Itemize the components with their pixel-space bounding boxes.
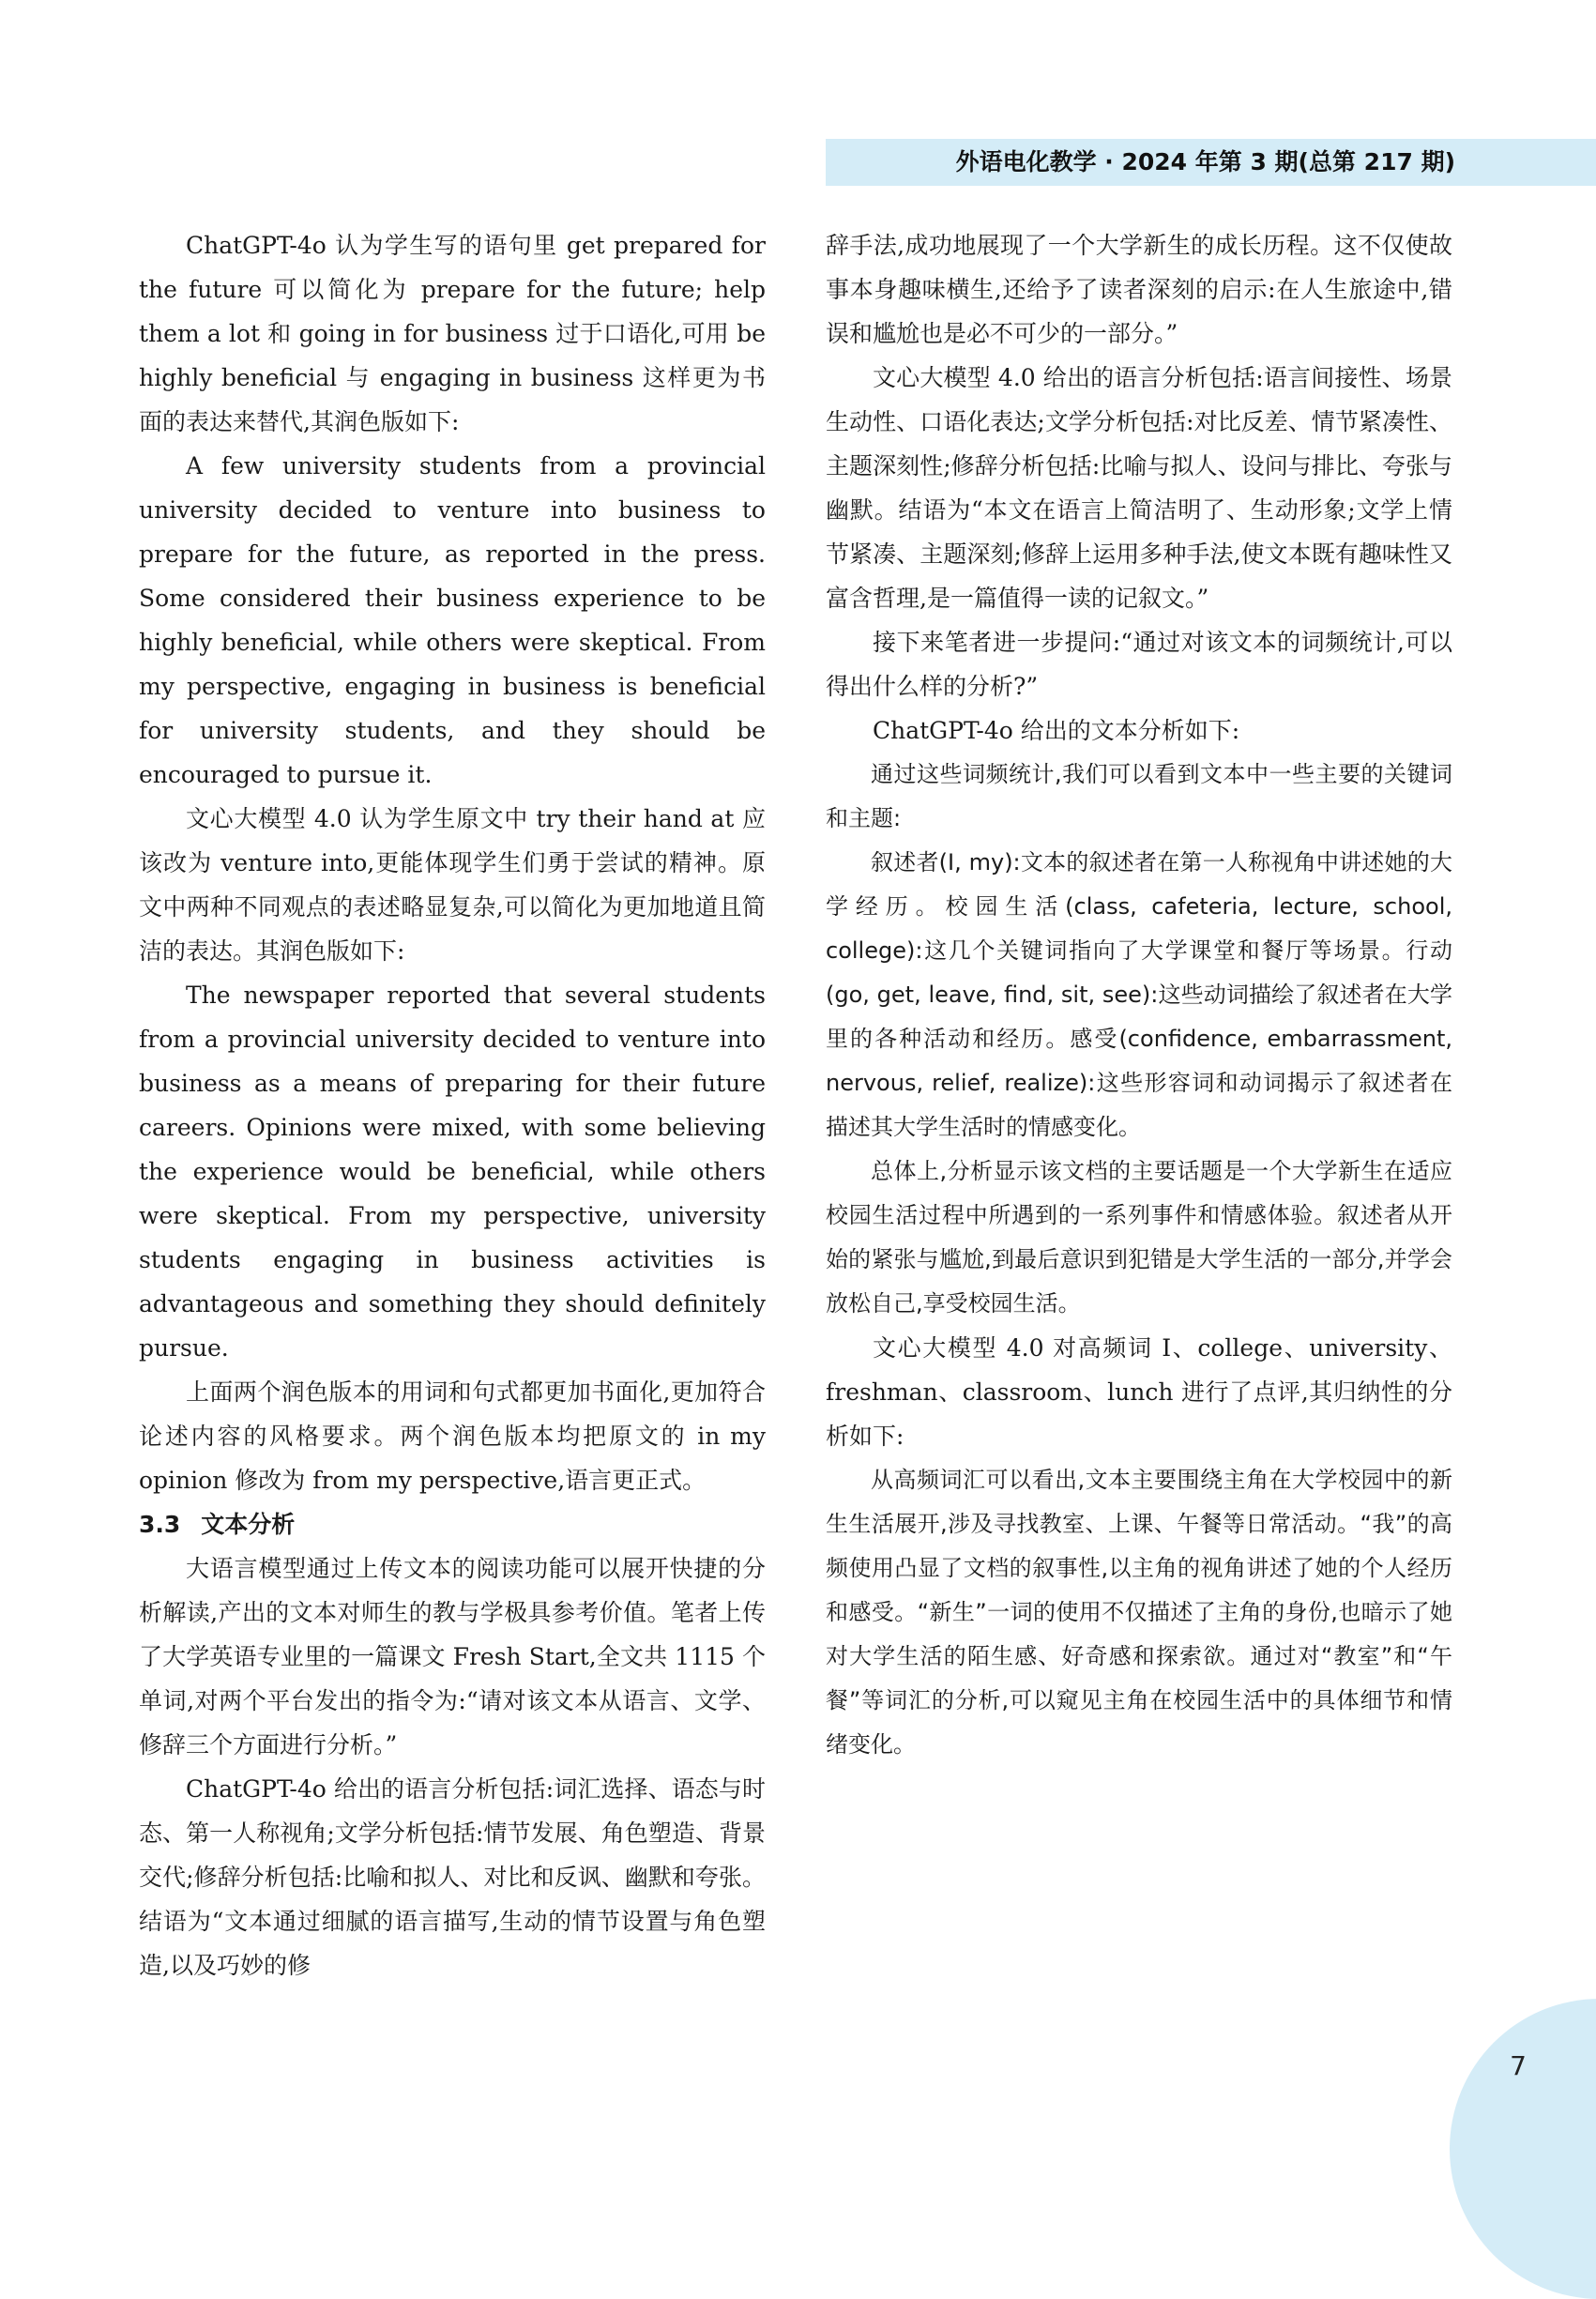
quoted-paragraph: 叙述者(I, my):文本的叙述者在第一人称视角中讲述她的大学经历。校园生活(class, cafeteria, lecture, school, college):这几个关键词指向了大学课堂和餐厅等场景。行动(go, get, leave, find, sit, see):这些动词描绘了叙述者在大学里的各种活动和经历。感受(confidence, embarrassment, nervous, relief, realize):这些形容词和动词揭示了叙述者在描述其大学生活时的情感变化。	[826, 849, 1452, 1140]
paragraph: 文心大模型 4.0 对高频词 I、college、university、freshman、classroom、lunch 进行了点评,其归纳性的分析如下:	[826, 1334, 1452, 1450]
section-heading	[139, 1502, 766, 1546]
paragraph: ChatGPT-4o 给出的语言分析包括:词汇选择、语态与时态、第一人称视角;文学分析包括:情节发展、角色塑造、背景交代;修辞分析包括:比喻和拟人、对比和反讽、幽默和夸张。结语为“文本通过细腻的语言描写,生动的情节设置与角色塑造,以及巧妙的修	[139, 1775, 766, 1979]
page-corner-decoration	[1450, 1999, 1596, 2299]
quoted-paragraph: 总体上,分析显示该文档的主要话题是一个大学新生在适应校园生活过程中所遇到的一系列事件和情感体验。叙述者从开始的紧张与尴尬,到最后意识到犯错是大学生活的一部分,并学会放松自己,享受校园生活。	[826, 1158, 1452, 1317]
page-number: 7	[1510, 2050, 1527, 2081]
journal-header: 外语电化教学 · 2024 年第 3 期(总第 217 期)	[955, 148, 1455, 175]
quoted-paragraph: 从高频词汇可以看出,文本主要围绕主角在大学校园中的新生生活展开,涉及寻找教室、上课、午餐等日常活动。“我”的高频使用凸显了文档的叙事性,以主角的视角讲述了她的个人经历和感受。“新生”一词的使用不仅描述了主角的身份,也暗示了她对大学生活的陌生感、好奇感和探索欲。通过对“教室”和“午餐”等词汇的分析,可以窥见主角在校园生活中的具体细节和情绪变化。	[826, 1467, 1452, 1758]
paragraph: ChatGPT-4o 认为学生写的语句里 get prepared for the future 可以简化为 prepare for the future; help them a lot 和 going in for business 过于口语化,可用 be highly beneficial 与 engaging in business 这样更为书面的表达来替代,其润色版如下:	[139, 232, 766, 435]
right-column	[826, 223, 1452, 1767]
paragraph: A few university students from a provincial university decided to venture into business to prepare for the future, as reported in the press. Some considered their business experience to be highly beneficial, while others were skeptical. From my perspective, engaging in business is beneficial for university students, and they should be encouraged to pursue it.	[139, 452, 766, 788]
left-column	[139, 223, 766, 1987]
quoted-paragraph: 通过这些词频统计,我们可以看到文本中一些主要的关键词和主题:	[826, 761, 1452, 831]
paragraph: The newspaper reported that several students from a provincial university decided to venture into business as a means of preparing for their future careers. Opinions were mixed, with some believing the experience would be beneficial, while others were skeptical. From my perspective, university students engaging in business activities is advantageous and something they should definitely pursue.	[139, 982, 766, 1362]
section-number: 3.3	[139, 1511, 181, 1538]
paragraph: ChatGPT-4o 给出的文本分析如下:	[873, 717, 1240, 744]
section-title: 文本分析	[201, 1511, 296, 1538]
paragraph: 文心大模型 4.0 认为学生原文中 try their hand at 应该改为 venture into,更能体现学生们勇于尝试的精神。原文中两种不同观点的表述略显复杂,可以简化为更加地道且简洁的表达。其润色版如下:	[139, 805, 766, 965]
paragraph: 大语言模型通过上传文本的阅读功能可以展开快捷的分析解读,产出的文本对师生的教与学极具参考价值。笔者上传了大学英语专业里的一篇课文 Fresh Start,全文共 1115 个单词,对两个平台发出的指令为:“请对该文本从语言、文学、修辞三个方面进行分析。”	[139, 1555, 766, 1759]
paragraph: 上面两个润色版本的用词和句式都更加书面化,更加符合论述内容的风格要求。两个润色版本均把原文的 in my opinion 修改为 from my perspective,语言更正式。	[139, 1378, 766, 1494]
paragraph: 文心大模型 4.0 给出的语言分析包括:语言间接性、场景生动性、口语化表达;文学分析包括:对比反差、情节紧凑性、主题深刻性;修辞分析包括:比喻与拟人、设问与排比、夸张与幽默。结语为“本文在语言上简洁明了、生动形象;文学上情节紧凑、主题深刻;修辞上运用多种手法,使文本既有趣味性又富含哲理,是一篇值得一读的记叙文。”	[826, 364, 1452, 612]
paragraph: 辞手法,成功地展现了一个大学新生的成长历程。这不仅使故事本身趣味横生,还给予了读者深刻的启示:在人生旅途中,错误和尴尬也是必不可少的一部分。”	[826, 232, 1452, 347]
paragraph: 接下来笔者进一步提问:“通过对该文本的词频统计,可以得出什么样的分析?”	[826, 629, 1452, 700]
